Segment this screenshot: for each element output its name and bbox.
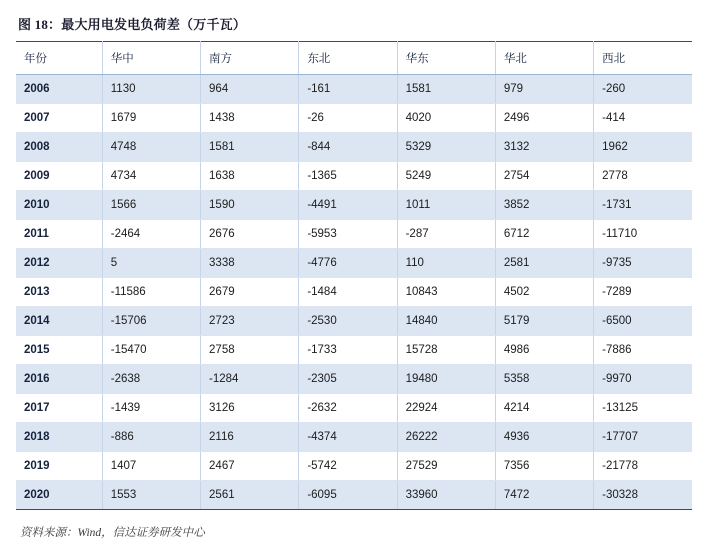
cell-huadong: 1011 <box>397 191 495 220</box>
cell-huazhong: -15470 <box>102 336 200 365</box>
cell-nanfang: 1590 <box>201 191 299 220</box>
cell-huabei: 2754 <box>495 162 593 191</box>
cell-huazhong: 1553 <box>102 481 200 510</box>
table-body <box>16 75 692 510</box>
cell-xibei: -6500 <box>594 307 692 336</box>
cell-huazhong: 1679 <box>102 104 200 133</box>
cell-huadong: 15728 <box>397 336 495 365</box>
cell-year: 2008 <box>16 133 102 162</box>
cell-dongbei: -2530 <box>299 307 397 336</box>
cell-huabei: 5358 <box>495 365 593 394</box>
cell-year: 2014 <box>16 307 102 336</box>
cell-year: 2009 <box>16 162 102 191</box>
column-header-huabei: 华北 <box>495 42 593 75</box>
cell-xibei: -30328 <box>594 481 692 510</box>
cell-dongbei: -4374 <box>299 423 397 452</box>
cell-huadong: 4020 <box>397 104 495 133</box>
cell-huabei: 4986 <box>495 336 593 365</box>
cell-dongbei: -2305 <box>299 365 397 394</box>
table-row <box>16 278 692 307</box>
table-header-row <box>16 42 692 75</box>
cell-nanfang: 1638 <box>201 162 299 191</box>
cell-huabei: 2581 <box>495 249 593 278</box>
cell-year: 2016 <box>16 365 102 394</box>
table-row <box>16 104 692 133</box>
cell-year: 2020 <box>16 481 102 510</box>
cell-huadong: 14840 <box>397 307 495 336</box>
cell-nanfang: 2561 <box>201 481 299 510</box>
cell-huadong: 27529 <box>397 452 495 481</box>
cell-dongbei: -26 <box>299 104 397 133</box>
cell-huadong: 10843 <box>397 278 495 307</box>
cell-huazhong: -11586 <box>102 278 200 307</box>
cell-nanfang: 2467 <box>201 452 299 481</box>
table-header <box>16 42 692 75</box>
cell-huazhong: 4748 <box>102 133 200 162</box>
cell-huazhong: -886 <box>102 423 200 452</box>
cell-dongbei: -161 <box>299 75 397 104</box>
cell-year: 2012 <box>16 249 102 278</box>
table-row <box>16 162 692 191</box>
table-row <box>16 220 692 249</box>
source-note: 资料来源：Wind，信达证券研发中心 <box>20 527 205 539</box>
cell-huabei: 7356 <box>495 452 593 481</box>
cell-dongbei: -4776 <box>299 249 397 278</box>
cell-year: 2011 <box>16 220 102 249</box>
cell-huabei: 3132 <box>495 133 593 162</box>
cell-xibei: -13125 <box>594 394 692 423</box>
cell-dongbei: -6095 <box>299 481 397 510</box>
cell-huazhong: -2464 <box>102 220 200 249</box>
table-row <box>16 133 692 162</box>
cell-year: 2013 <box>16 278 102 307</box>
cell-huazhong: 1566 <box>102 191 200 220</box>
cell-huabei: 4214 <box>495 394 593 423</box>
cell-nanfang: 2679 <box>201 278 299 307</box>
cell-nanfang: 3126 <box>201 394 299 423</box>
cell-nanfang: 2116 <box>201 423 299 452</box>
cell-dongbei: -844 <box>299 133 397 162</box>
cell-nanfang: 1581 <box>201 133 299 162</box>
cell-nanfang: 1438 <box>201 104 299 133</box>
cell-year: 2015 <box>16 336 102 365</box>
cell-xibei: -17707 <box>594 423 692 452</box>
cell-nanfang: 2758 <box>201 336 299 365</box>
table-row <box>16 191 692 220</box>
cell-nanfang: 964 <box>201 75 299 104</box>
cell-xibei: -260 <box>594 75 692 104</box>
cell-year: 2018 <box>16 423 102 452</box>
cell-year: 2017 <box>16 394 102 423</box>
table-row <box>16 452 692 481</box>
cell-huabei: 979 <box>495 75 593 104</box>
cell-huabei: 2496 <box>495 104 593 133</box>
cell-year: 2006 <box>16 75 102 104</box>
cell-nanfang: -1284 <box>201 365 299 394</box>
cell-xibei: -414 <box>594 104 692 133</box>
cell-xibei: 1962 <box>594 133 692 162</box>
cell-nanfang: 2676 <box>201 220 299 249</box>
column-header-dongbei: 东北 <box>299 42 397 75</box>
cell-nanfang: 3338 <box>201 249 299 278</box>
column-header-xibei: 西北 <box>594 42 692 75</box>
cell-xibei: -7289 <box>594 278 692 307</box>
cell-dongbei: -1365 <box>299 162 397 191</box>
column-header-huazhong: 华中 <box>102 42 200 75</box>
cell-huazhong: -15706 <box>102 307 200 336</box>
cell-dongbei: -1733 <box>299 336 397 365</box>
cell-huabei: 4936 <box>495 423 593 452</box>
cell-huadong: 33960 <box>397 481 495 510</box>
cell-huazhong: 1130 <box>102 75 200 104</box>
cell-huadong: 5249 <box>397 162 495 191</box>
cell-xibei: 2778 <box>594 162 692 191</box>
table-row <box>16 249 692 278</box>
cell-huazhong: 4734 <box>102 162 200 191</box>
cell-dongbei: -5953 <box>299 220 397 249</box>
cell-huadong: 26222 <box>397 423 495 452</box>
cell-huabei: 6712 <box>495 220 593 249</box>
cell-huabei: 5179 <box>495 307 593 336</box>
cell-year: 2010 <box>16 191 102 220</box>
cell-xibei: -9970 <box>594 365 692 394</box>
table-row <box>16 423 692 452</box>
column-header-year: 年份 <box>16 42 102 75</box>
cell-xibei: -1731 <box>594 191 692 220</box>
cell-huazhong: 5 <box>102 249 200 278</box>
cell-huadong: 110 <box>397 249 495 278</box>
cell-year: 2019 <box>16 452 102 481</box>
cell-xibei: -11710 <box>594 220 692 249</box>
table-row <box>16 481 692 510</box>
cell-huadong: 19480 <box>397 365 495 394</box>
cell-xibei: -9735 <box>594 249 692 278</box>
cell-huabei: 7472 <box>495 481 593 510</box>
cell-xibei: -21778 <box>594 452 692 481</box>
table-row <box>16 307 692 336</box>
table-row <box>16 394 692 423</box>
table-row <box>16 75 692 104</box>
cell-huabei: 3852 <box>495 191 593 220</box>
column-header-huadong: 华东 <box>397 42 495 75</box>
cell-huadong: 22924 <box>397 394 495 423</box>
cell-huazhong: -1439 <box>102 394 200 423</box>
cell-huadong: -287 <box>397 220 495 249</box>
cell-huadong: 1581 <box>397 75 495 104</box>
data-table <box>16 41 692 510</box>
cell-dongbei: -4491 <box>299 191 397 220</box>
figure-title: 图 18：最大用电发电负荷差（万千瓦） <box>18 17 247 32</box>
cell-huazhong: -2638 <box>102 365 200 394</box>
cell-year: 2007 <box>16 104 102 133</box>
column-header-nanfang: 南方 <box>201 42 299 75</box>
table-row <box>16 365 692 394</box>
cell-huabei: 4502 <box>495 278 593 307</box>
cell-xibei: -7886 <box>594 336 692 365</box>
cell-huazhong: 1407 <box>102 452 200 481</box>
table-row <box>16 336 692 365</box>
cell-dongbei: -1484 <box>299 278 397 307</box>
cell-dongbei: -2632 <box>299 394 397 423</box>
cell-huadong: 5329 <box>397 133 495 162</box>
cell-dongbei: -5742 <box>299 452 397 481</box>
cell-nanfang: 2723 <box>201 307 299 336</box>
